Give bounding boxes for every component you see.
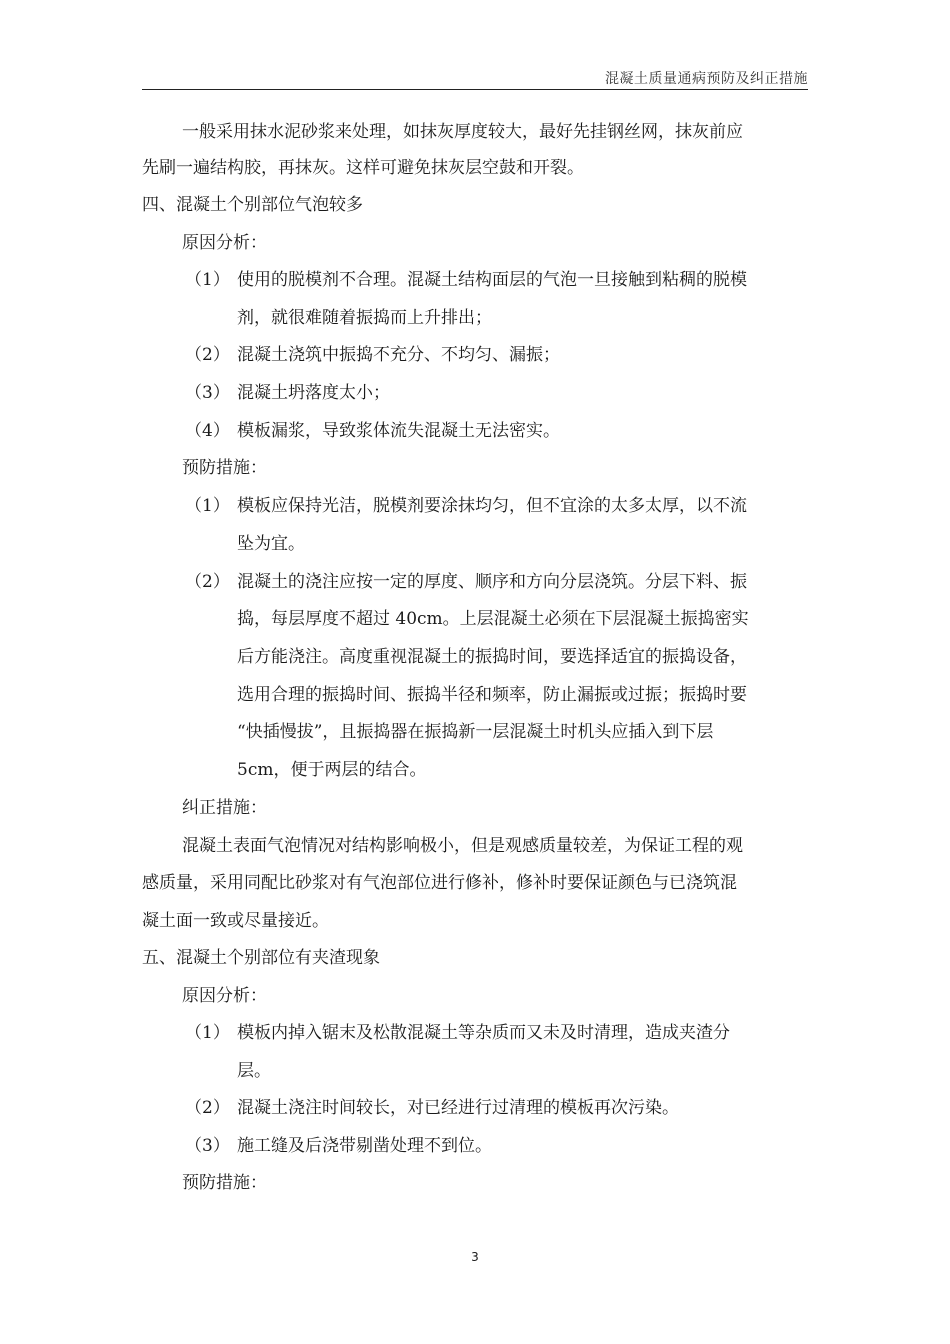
list-marker: （1）	[185, 1023, 230, 1043]
list-marker: （2）	[185, 572, 230, 592]
text-line: 原因分析：	[182, 233, 267, 253]
page-number: 3	[471, 1250, 479, 1264]
text-line: 后方能浇注。高度重视混凝土的振捣时间，要选择适宜的振捣设备，	[237, 647, 747, 667]
text-line: 混凝土浇筑中振捣不充分、不均匀、漏振；	[237, 345, 560, 365]
text-line: 预防措施：	[182, 458, 267, 478]
text-line: 混凝土的浇注应按一定的厚度、顺序和方向分层浇筑。分层下料、振	[237, 572, 747, 592]
text-line: 施工缝及后浇带剔凿处理不到位。	[237, 1136, 492, 1156]
list-marker: （3）	[185, 383, 230, 403]
text-line: 模板应保持光洁，脱模剂要涂抹均匀，但不宜涂的太多太厚，以不流	[237, 496, 747, 516]
text-line: 原因分析：	[182, 986, 267, 1006]
text-line: 感质量，采用同配比砂浆对有气泡部位进行修补，修补时要保证颜色与已浇筑混	[142, 873, 737, 893]
text-line: 剂，就很难随着振捣而上升排出；	[237, 308, 492, 328]
text-line: 选用合理的振捣时间、振捣半径和频率，防止漏振或过振；振捣时要	[237, 685, 747, 705]
text-line: 模板漏浆，导致浆体流失混凝土无法密实。	[237, 421, 560, 441]
text-line: 四、混凝土个别部位气泡较多	[142, 195, 363, 215]
text-line: 使用的脱模剂不合理。混凝土结构面层的气泡一旦接触到粘稠的脱模	[237, 270, 747, 290]
text-line: 5cm，便于两层的结合。	[237, 760, 427, 780]
list-marker: （2）	[185, 345, 230, 365]
text-line: 预防措施：	[182, 1173, 267, 1193]
text-line: 捣，每层厚度不超过 40cm。上层混凝土必须在下层混凝土振捣密实	[237, 609, 749, 629]
running-header-title: 混凝土质量通病预防及纠正措施	[605, 71, 808, 87]
text-line: 混凝土表面气泡情况对结构影响极小，但是观感质量较差，为保证工程的观	[182, 836, 743, 856]
text-line: 一般采用抹水泥砂浆来处理，如抹灰厚度较大，最好先挂钢丝网，抹灰前应	[182, 122, 743, 142]
list-marker: （1）	[185, 270, 230, 290]
text-line: 纠正措施：	[182, 798, 267, 818]
text-line: 坠为宜。	[237, 534, 305, 554]
text-line: “快插慢拔”，且振捣器在振捣新一层混凝土时机头应插入到下层	[237, 722, 714, 742]
list-marker: （2）	[185, 1098, 230, 1118]
text-line: 混凝土坍落度太小；	[237, 383, 390, 403]
list-marker: （1）	[185, 496, 230, 516]
text-line: 混凝土浇注时间较长，对已经进行过清理的模板再次污染。	[237, 1098, 679, 1118]
list-marker: （4）	[185, 421, 230, 441]
text-line: 凝土面一致或尽量接近。	[142, 911, 329, 931]
text-line: 层。	[237, 1061, 271, 1081]
text-line: 五、混凝土个别部位有夹渣现象	[142, 948, 380, 968]
list-marker: （3）	[185, 1136, 230, 1156]
text-line: 模板内掉入锯末及松散混凝土等杂质而又未及时清理，造成夹渣分	[237, 1023, 730, 1043]
text-line: 先刷一遍结构胶，再抹灰。这样可避免抹灰层空鼓和开裂。	[142, 158, 584, 178]
